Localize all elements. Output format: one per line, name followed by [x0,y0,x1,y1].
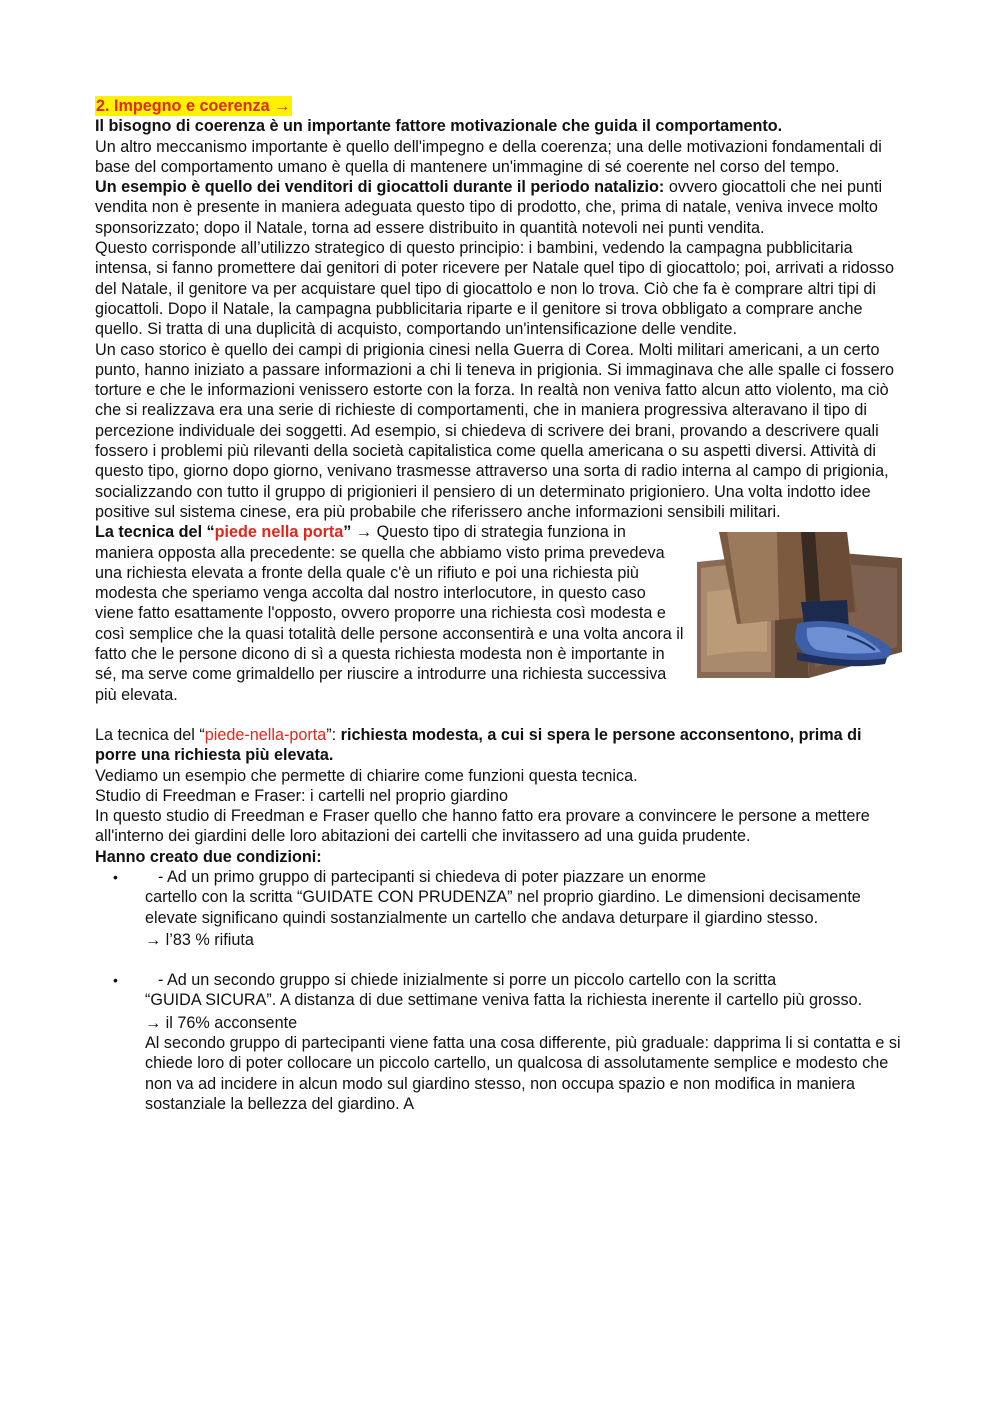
fitd-description: → Questo tipo di strategia funziona in maniera opposta alla precedente: se quella che abbiamo visto prima prevedeva una richiesta elevata a fronte della quale c'è un rifiuto e poi una richiesta più modesta che speriamo venga accolta dal nostro interlocutore, in questo caso viene fatto esattamente l'opposto, ovvero proporre una richiesta così modesta e così semplice che la quasi totalità delle persone acconsentirà e una volta ancora il fatto che le persone dicono di sì a questa richiesta modesta non è importante in sé, ma serve come grimaldello per riuscire a introdurre una richiesta successiva più elevata. [95,523,684,704]
definition-suffix: ”: [326,725,341,744]
study-title-line: Studio di Freedman e Fraser: i cartelli nel proprio giardino [95,786,508,805]
foot-in-door-icon [697,532,902,678]
foot-in-door-block [95,522,907,705]
example-intro-line: Vediamo un esempio che permette di chiarire come funzioni questa tecnica. [95,766,638,785]
section-heading [95,96,907,116]
history-paragraph: Un caso storico è quello dei campi di prigionia cinesi nella Guerra di Corea. Molti militari americani, a un certo punto, hanno iniziato a passare informazioni a chi li teneva in prigionia. Si immaginava che alle spalle ci fossero torture e che le informazioni venissero estorte con la forza. In realtà non veniva fatto alcun atto violento, ma ciò che si realizzava era una serie di richieste di comportamenti, che in maniera progressiva alteravano il tipo di percezione individuale dei soggetti. Ad esempio, si chiedeva di scrivere dei brani, provando a descrivere quali fossero i problemi più rilevanti della società capitalistica come quella americana o su aspetti diversi. Attività di questo tipo, giorno dopo giorno, venivano trasmesse attraverso una sorta di radio interna al campo di prigionia, socializzando con tutto il gruppo di prigionieri il pensiero di un determinato prigioniero. Una volta indotto idee positive sul sistema cinese, era più probabile che riferissero anche informazioni sensibili militari. [95,340,895,521]
fitd-label-name: piede nella porta [214,523,344,542]
condition-first-line: - Ad un secondo gruppo si chiede inizialmente si porre un piccolo cartello con la scritta [158,971,777,990]
condition-body: “GUIDA SICURA”. A distanza di due settimane veniva fatta la richiesta inerente il cartello più grosso. [145,991,863,1010]
document-page [95,96,907,1114]
intro-paragraph: Un altro meccanismo importante è quello dell'impegno e della coerenza; una delle motivazioni fondamentali di base del comportamento umano è quella di mantenere un'immagine di sé coerente nel corso del tempo. [95,137,882,176]
definition-name: piede-nella-porta [204,725,327,744]
definition-bold: richiesta modesta, a cui si spera le persone acconsentono, prima di porre una richiesta più elevata. [95,725,862,765]
foot-in-door-paragraph [95,522,685,705]
list-item [95,867,907,950]
study-description: In questo studio di Freedman e Fraser quello che hanno fatto era provare a convincere le persone a mettere all'interno dei giardini delle loro abitazioni dei cartelli che invitassero ad una guida prudente. [95,807,870,846]
definition-prefix: La tecnica del “ [95,725,205,744]
condition-result: → il 76% acconsente [145,1013,298,1032]
fitd-label-suffix: ” [343,523,352,542]
lead-sentence: Il bisogno di coerenza è un importante fattore motivazionale che guida il comportamento. [95,117,783,136]
condition-result: → l’83 % rifiuta [145,930,254,949]
conditions-list [95,867,907,1114]
definition-paragraph [95,725,907,766]
section-title: 2. Impegno e coerenza → [96,97,291,115]
spacer [95,705,907,725]
example-body: ovvero giocattoli che nei punti vendita non è presente in maniera adeguata questo tipo di prodotto, che, prima di natale, veniva invece molto sponsorizzato; dopo il Natale, torna ad essere distribuito in quantità notevoli nei punti vendita. [95,178,883,237]
example-paragraph [95,177,907,238]
strategy-paragraph: Questo corrisponde all’utilizzo strategico di questo principio: i bambini, vedendo la campagna pubblicitaria intensa, si fanno promettere dai genitori di poter ricevere per Natale quel tipo di giocattolo; poi, arrivati a ridosso del Natale, il genitore va per acquistare quel tipo di giocattolo e non lo trova. Ciò che fa è comprare altri tipi di giocattoli. Dopo il Natale, la campagna pubblicitaria riparte e il genitore si trova obbligato a comprare anche quello. Si tratta di una duplicità di acquisto, comportando un'intensificazione delle vendite. [95,239,895,339]
condition-body: cartello con la scritta “GUIDATE CON PRUDENZA” nel proprio giardino. Le dimensioni decisamente elevate significano quindi sostanzialmente un cartello che andava deturpare il giardino stesso. [145,888,861,927]
conditions-title: Hanno creato due condizioni: [95,847,322,866]
bullet-marker: • [113,868,118,885]
list-item [95,970,907,1114]
condition-extra: Al secondo gruppo di partecipanti viene fatta una cosa differente, più graduale: dapprima li si contatta e si chiede loro di poter collocare un piccolo cartello, un qualcosa di assolutamente semplice e modesto che non va ad incidere in alcun modo sul giardino stesso, non occupa spazio e non modifica in maniera sostanziale la bellezza del giardino. A [145,1034,901,1113]
condition-first-line: - Ad un primo gruppo di partecipanti si chiedeva di poter piazzare un enorme [158,867,706,886]
bullet-marker: • [113,972,118,989]
fitd-label-prefix: La tecnica del “ [95,523,215,542]
example-lead: Un esempio è quello dei venditori di giocattoli durante il periodo natalizio: [95,178,665,197]
